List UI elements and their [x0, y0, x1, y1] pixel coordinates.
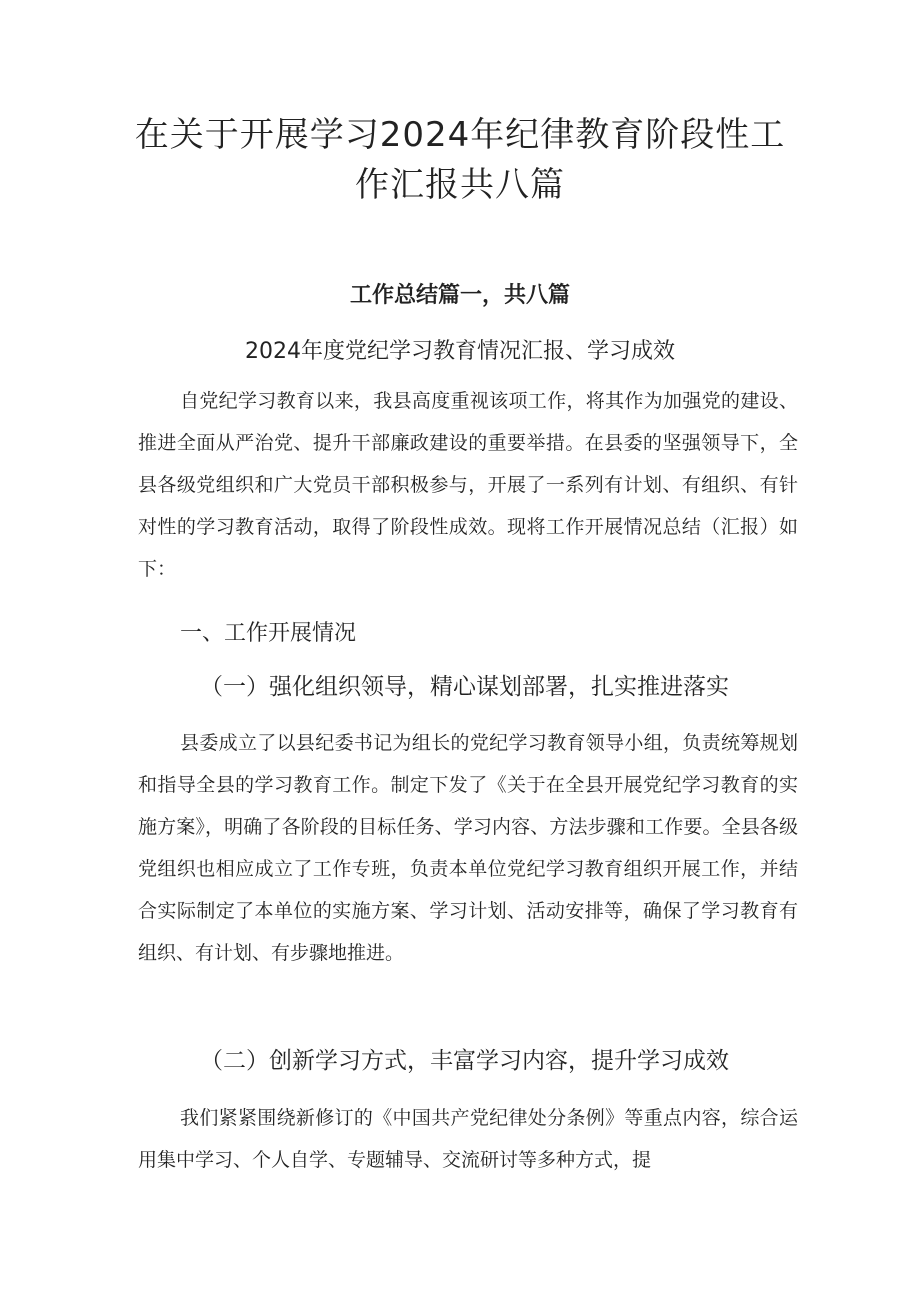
paragraph-1: 县委成立了以县纪委书记为组长的党纪学习教育领导小组，负责统筹规划和指导全县的学习教育工作。制定下发了《关于在全县开展党纪学习教育的实施方案》，明确了各阶段的目标任务、学习内容、方法步骤和工作要。全县各级党组织也相应成立了工作专班，负责本单位党纪学习教育组织开展工作，并结合实际制定了本单位的实施方案、学习计划、活动安排等，确保了学习教育有组织、有计划、有步骤地推进。 [138, 732, 798, 964]
intro-paragraph: 自党纪学习教育以来，我县高度重视该项工作，将其作为加强党的建设、推进全面从严治党、提升干部廉政建设的重要举措。在县委的坚强领导下，全县各级党组织和广大党员干部积极参与，开展了一系列有计划、有组织、有针对性的学习教育活动，取得了阶段性成效。现将工作开展情况总结（汇报）如下： [138, 390, 798, 580]
section-heading-1: 一、工作开展情况 [180, 621, 357, 646]
subsection-heading-1: （一）强化组织领导，精心谋划部署，扎实推进落实 [200, 674, 729, 700]
title-line-1: 在关于开展学习2024年纪律教育阶段性工 [134, 115, 786, 155]
title-line-2: 作汇报共八篇 [355, 165, 565, 205]
document-subtitle: 工作总结篇一，共八篇 [349, 283, 570, 308]
report-heading: 2024年度党纪学习教育情况汇报、学习成效 [245, 339, 675, 364]
document-title [110, 110, 810, 210]
subsection-heading-2: （二）创新学习方式，丰富学习内容，提升学习成效 [200, 1048, 729, 1074]
paragraph-2: 我们紧紧围绕新修订的《中国共产党纪律处分条例》等重点内容，综合运用集中学习、个人自学、专题辅导、交流研讨等多种方式，提 [138, 1107, 798, 1171]
